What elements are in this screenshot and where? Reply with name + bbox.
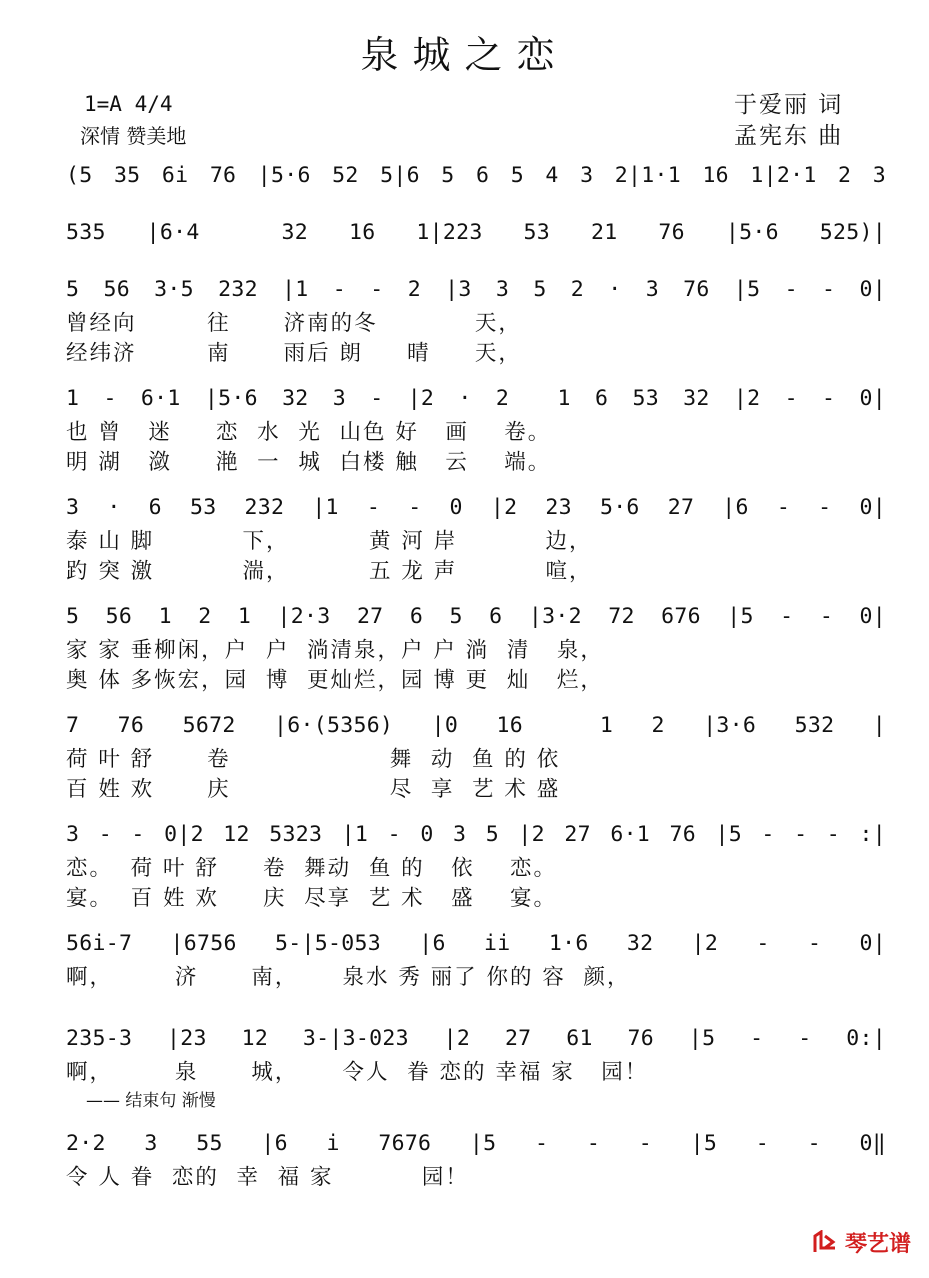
lyricist-credit: 于爱丽 词	[734, 92, 844, 118]
key-and-time-signature: 1=A 4/4	[84, 92, 173, 116]
score-system-4	[66, 381, 886, 478]
score-system-7	[66, 708, 886, 805]
score-system-1	[66, 158, 886, 195]
lyric-line-verse-1: 也 曾 迷 恋 水 光 山色 好 画 卷。	[66, 420, 552, 445]
notation-line: 1 - 6·1 |5·6 32 3 - |2 · 2 1 6 53 32 |2 - - 0|	[66, 386, 886, 411]
score-system-9	[66, 926, 886, 993]
lyric-line: 啊， 济 南， 泉水 秀 丽了 你的 容 颜，	[66, 965, 631, 990]
lyric-line-verse-2: 奥 体 多恢宏，园 博 更灿烂，园 博 更 灿 烂，	[66, 668, 604, 693]
lyric-line-verse-2: 宴。 百 姓 欢 庆 尽享 艺 术 盛 宴。	[66, 886, 558, 911]
logo-icon	[811, 1230, 841, 1256]
notation-line: 5 56 1 2 1 |2·3 27 6 5 6 |3·2 72 676 |5 - - 0|	[66, 604, 886, 629]
score-system-11	[66, 1126, 886, 1193]
notation-line: 7 76 5672 |6·(5356) |0 16 1 2 |3·6 532 |	[66, 713, 886, 738]
notation-line: 56i-7 |6756 5-|5-053 |6 ii 1·6 32 |2 - - 0|	[66, 931, 886, 956]
lyric-line-verse-1: 恋。 荷 叶 舒 卷 舞动 鱼 的 依 恋。	[66, 856, 558, 881]
lyric-line: 令 人 眷 恋的 幸 福 家 园！	[66, 1165, 469, 1190]
notation-line: 3 - - 0|2 12 5323 |1 - 0 3 5 |2 27 6·1 76 |5 - - - :|	[66, 822, 886, 847]
lyric-line-verse-2: 明 湖 潋 滟 一 城 白楼 触 云 端。	[66, 450, 552, 475]
notation-line: 5 56 3·5 232 |1 - - 2 |3 3 5 2 · 3 76 |5 - - 0|	[66, 277, 886, 302]
notation-line: 2·2 3 55 |6 i 7676 |5 - - - |5 - - 0‖	[66, 1131, 886, 1156]
score-system-6	[66, 599, 886, 696]
notation-line: (5 35 6i 76 |5·6 52 5|6 5 6 5 4 3 2|1·1 16 1|2·1 2 3	[66, 163, 886, 188]
score-system-8	[66, 817, 886, 914]
score-system-10	[66, 1021, 886, 1114]
lyric-line-verse-1: 泰 山 脚 下， 黄 河 岸 边，	[66, 529, 593, 554]
lyric-line: 啊， 泉 城， 令人 眷 恋的 幸福 家 园！	[66, 1060, 649, 1085]
lyric-line-verse-1: 荷 叶 舒 卷 舞 动 鱼 的 依	[66, 747, 561, 772]
notation-line: 3 · 6 53 232 |1 - - 0 |2 23 5·6 27 |6 - - 0|	[66, 495, 886, 520]
ending-annotation: —— 结束句 渐慢	[86, 1091, 216, 1111]
lyric-line-verse-2: 趵 突 激 湍， 五 龙 声 喧，	[66, 559, 593, 584]
watermark-text: 琴艺谱	[844, 1232, 911, 1257]
notation-line: 235-3 |23 12 3-|3-023 |2 27 61 76 |5 - - 0:|	[66, 1026, 886, 1051]
watermark-logo	[811, 1227, 911, 1258]
notation-line: 535 |6·4 32 16 1|223 53 21 76 |5·6 525)|	[66, 220, 886, 245]
lyric-line-verse-1: 曾经向 往 济南的冬 天，	[66, 311, 522, 336]
score-system-5	[66, 490, 886, 587]
lyric-line-verse-2: 经纬济 南 雨后 朗 晴 天，	[66, 341, 522, 366]
song-title: 泉城之恋	[360, 33, 569, 77]
lyric-line-verse-1: 家 家 垂柳闲，户 户 淌清泉，户 户 淌 清 泉，	[66, 638, 604, 663]
expression-marking: 深情 赞美地	[80, 124, 187, 148]
composer-credit: 孟宪东 曲	[734, 123, 844, 149]
lyric-line-verse-2: 百 姓 欢 庆 尽 享 艺 术 盛	[66, 777, 561, 802]
score	[66, 158, 886, 1193]
score-system-2	[66, 215, 886, 252]
score-system-3	[66, 272, 886, 369]
